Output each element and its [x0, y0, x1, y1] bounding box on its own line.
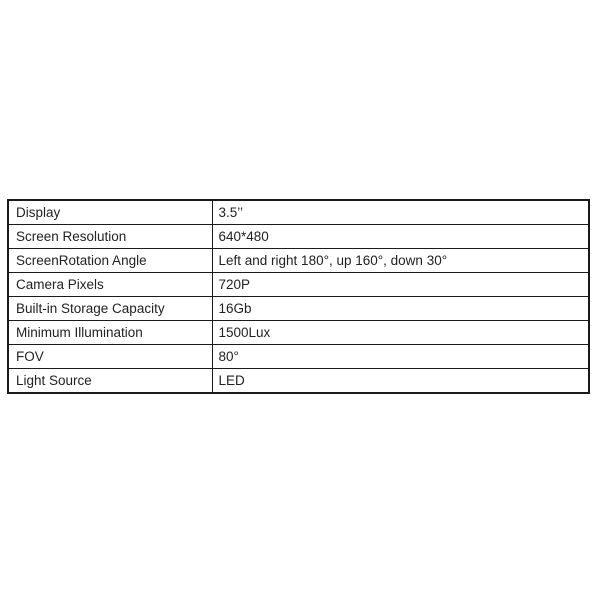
spec-value-screen-resolution: 640*480	[212, 225, 589, 249]
spec-value-camera-pixels: 720P	[212, 273, 589, 297]
spec-label-light-source: Light Source	[8, 369, 212, 394]
table-row	[8, 321, 589, 345]
spec-label-rotation-angle: ScreenRotation Angle	[8, 249, 212, 273]
spec-value-rotation-angle: Left and right 180°, up 160°, down 30°	[212, 249, 589, 273]
table-row	[8, 297, 589, 321]
spec-value-display: 3.5’’	[212, 200, 589, 225]
spec-table	[7, 199, 590, 394]
spec-label-storage-capacity: Built-in Storage Capacity	[8, 297, 212, 321]
table-row	[8, 345, 589, 369]
spec-label-screen-resolution: Screen Resolution	[8, 225, 212, 249]
table-row	[8, 249, 589, 273]
spec-value-storage-capacity: 16Gb	[212, 297, 589, 321]
spec-label-camera-pixels: Camera Pixels	[8, 273, 212, 297]
spec-label-minimum-illumination: Minimum Illumination	[8, 321, 212, 345]
table-row	[8, 273, 589, 297]
spec-label-fov: FOV	[8, 345, 212, 369]
spec-value-light-source: LED	[212, 369, 589, 394]
spec-label-display: Display	[8, 200, 212, 225]
table-row	[8, 369, 589, 394]
table-row	[8, 225, 589, 249]
table-row	[8, 200, 589, 225]
spec-value-fov: 80°	[212, 345, 589, 369]
spec-value-minimum-illumination: 1500Lux	[212, 321, 589, 345]
